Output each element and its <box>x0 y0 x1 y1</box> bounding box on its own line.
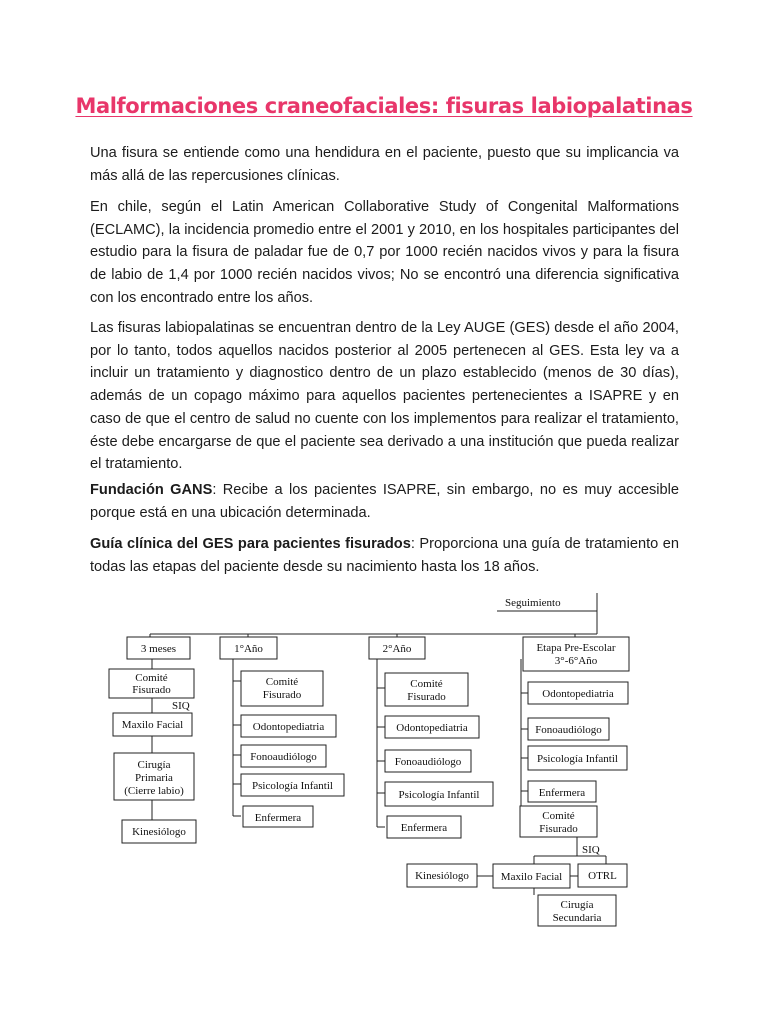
box-enfermera-4: Enfermera <box>538 787 586 799</box>
box-psicologia-infantil-4: Psicología Infantil <box>537 753 618 765</box>
page-title: Malformaciones craneofaciales: fisuras labiopalatinas <box>75 94 693 118</box>
term-guia-clinica: Guía clínica del GES para pacientes fisurados <box>90 536 411 552</box>
header-pre-escolar-l1: Etapa Pre-Escolar <box>536 642 616 654</box>
box-odontopediatria-4: Odontopediatria <box>542 688 614 700</box>
box-fonoaudiologo-4: Fonoaudiólogo <box>535 724 602 736</box>
box-comite-fisurado-1-l1: Comité <box>135 672 168 684</box>
box-fonoaudiologo-3: Fonoaudiólogo <box>394 756 462 768</box>
label-siq-4: SIQ <box>582 844 600 856</box>
text-fundacion-gans: : Recibe a los pacientes ISAPRE, sin embargo, no es muy accesible porque está en una ubicación determinada. <box>90 482 679 521</box>
box-cirugia-primaria-l3: (Cierre labio) <box>124 785 184 797</box>
box-fonoaudiologo-2: Fonoaudiólogo <box>250 751 317 763</box>
treatment-flow-diagram <box>100 586 660 932</box>
box-enfermera-2: Enfermera <box>254 812 302 824</box>
header-1-ano: 1°Año <box>234 643 263 655</box>
paragraph-fundacion-gans <box>90 479 679 524</box>
label-siq-1: SIQ <box>172 700 190 712</box>
box-psicologia-infantil-2: Psicología Infantil <box>252 780 333 792</box>
box-enfermera-3: Enfermera <box>400 822 448 834</box>
box-maxilo-facial-4: Maxilo Facial <box>500 871 563 883</box>
term-fundacion-gans: Fundación GANS <box>90 482 213 498</box>
box-comite-fisurado-4-l2: Fisurado <box>539 823 578 835</box>
box-odontopediatria-3: Odontopediatria <box>396 722 468 734</box>
paragraph-guia-clinica <box>90 533 679 578</box>
box-kinesiologo-4: Kinesiólogo <box>415 870 469 882</box>
header-pre-escolar-l2: 3°-6°Año <box>554 655 598 667</box>
text-guia-clinica: : Proporciona una guía de tratamiento en todas las etapas del paciente desde su nacimiento hasta los 18 años. <box>90 536 680 575</box>
box-comite-fisurado-4-l1: Comité <box>542 810 575 822</box>
box-otrl: OTRL <box>588 870 617 882</box>
header-3-meses: 3 meses <box>140 643 177 655</box>
box-cirugia-secundaria-l2: Secundaria <box>552 912 602 924</box>
label-seguimiento: Seguimiento <box>505 597 561 609</box>
paragraph-definition: Una fisura se entiende como una hendidura en el paciente, puesto que su implicancia va más allá de las repercusiones clínicas. <box>90 145 679 184</box>
box-odontopediatria-2: Odontopediatria <box>252 721 325 733</box>
box-cirugia-secundaria-l1: Cirugía <box>560 899 594 911</box>
box-cirugia-primaria-l2: Primaria <box>135 772 173 784</box>
box-cirugia-primaria-l1: Cirugía <box>137 759 171 771</box>
box-comite-fisurado-3-l1: Comité <box>410 678 443 690</box>
paragraph-ley-auge: Las fisuras labiopalatinas se encuentran dentro de la Ley AUGE (GES) desde el año 2004, por lo tanto, todos aquellos nacidos posterior al 2005 pertenecen al GES. Esta ley va a incluir un tratamiento y diagnostico dentro de un plazo establecido (menos de 30 días), además de un copago máximo para aquellos pacientes pertenecientes a ISAPRE y en caso de que el centro de salud no cuente con los implementos para realizar el tratamiento, éste debe encargarse de que el paciente sea derivado a una institución que pueda realizar el tratamiento. <box>90 320 679 473</box>
box-psicologia-infantil-3: Psicología Infantil <box>398 789 480 801</box>
box-kinesiologo-1: Kinesiólogo <box>132 826 186 838</box>
column-2-ano <box>369 637 493 838</box>
box-comite-fisurado-3-l2: Fisurado <box>407 691 446 703</box>
box-comite-fisurado-2-l1: Comité <box>265 676 299 688</box>
header-2-ano: 2°Año <box>382 643 412 655</box>
paragraph-incidence: En chile, según el Latin American Collaborative Study of Congenital Malformations (ECLAMC), la incidencia promedio entre el 2001 y 2010, en los hospitales participantes del estudio para la fisura de paladar fue de 0,7 por 1000 recién nacidos vivos y para la fisura de labio de 1,4 por 1000 recién nacidos vivos; No se encontró una diferencia significativa con los encontrado entre los años. <box>90 199 679 306</box>
box-maxilo-facial-1: Maxilo Facial <box>121 719 184 731</box>
column-1-ano <box>220 637 344 827</box>
box-comite-fisurado-2-l2: Fisurado <box>262 689 302 701</box>
box-comite-fisurado-1-l2: Fisurado <box>132 684 171 696</box>
